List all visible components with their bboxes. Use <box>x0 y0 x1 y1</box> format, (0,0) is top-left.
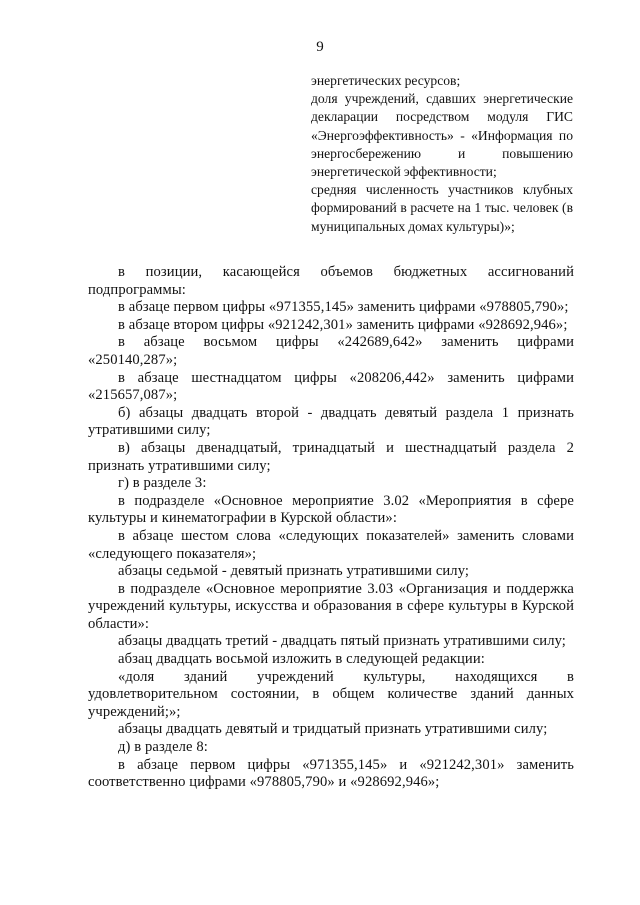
paragraph: б) абзацы двадцать второй - двадцать девятый раздела 1 признать утратившими силу; <box>88 404 574 439</box>
paragraph: в абзаце втором цифры «921242,301» заменить цифрами «928692,946»; <box>118 316 568 333</box>
paragraph: д) в разделе 8: <box>118 739 208 756</box>
paragraph: в позиции, касающейся объемов бюджетных ассигнований подпрограммы: <box>88 264 574 298</box>
paragraph: в подразделе «Основное мероприятие 3.02 «Мероприятия в сфере культуры и кинематографии в Курской области»: <box>88 492 574 527</box>
paragraph: абзацы двадцать девятый и тридцатый признать утратившими силу; <box>118 721 548 738</box>
paragraph: абзацы седьмой - девятый признать утратившими силу; <box>118 563 470 580</box>
page-number: 9 <box>316 39 324 55</box>
indicator-line-energy-resources: энергетических ресурсов; <box>311 73 461 88</box>
paragraph: абзац двадцать восьмой изложить в следующей редакции: <box>118 651 485 668</box>
paragraph: г) в разделе 3: <box>118 475 207 492</box>
paragraph: в) абзацы двенадцатый, тринадцатый и шестнадцатый раздела 2 признать утратившими силу; <box>88 439 574 474</box>
paragraph: в абзаце первом цифры «971355,145» заменить цифрами «978805,790»; <box>118 299 569 316</box>
document-body <box>88 264 574 792</box>
indicator-column <box>311 72 573 236</box>
indicator-line-club-participants: средняя численность участников клубных формирований в расчете на 1 тыс. человек (в муниципальных домах культуры)»; <box>311 182 573 234</box>
paragraph: в подразделе «Основное мероприятие 3.03 «Организация и поддержка учреждений культуры, искусства и образования в сфере культуры в Курской области»: <box>88 580 574 632</box>
indicator-line-energy-declarations: доля учреждений, сдавших энергетические декларации посредством модуля ГИС «Энергоэффективность» - «Информация по энергосбережению и повышению энергетической эффективности; <box>311 91 573 180</box>
paragraph: в абзаце восьмом цифры «242689,642» заменить цифрами «250140,287»; <box>88 334 574 368</box>
paragraph: «доля зданий учреждений культуры, находящихся в удовлетворительном состоянии, в общем количестве зданий данных учреждений;»; <box>88 668 574 720</box>
paragraph: в абзаце первом цифры «971355,145» и «921242,301» заменить соответственно цифрами «978805,790» и «928692,946»; <box>88 756 574 791</box>
paragraph: в абзаце шестнадцатом цифры «208206,442» заменить цифрами «215657,087»; <box>88 369 574 404</box>
paragraph: абзацы двадцать третий - двадцать пятый признать утратившими силу; <box>118 633 566 650</box>
paragraph: в абзаце шестом слова «следующих показателей» заменить словами «следующего показателя»; <box>88 527 574 562</box>
